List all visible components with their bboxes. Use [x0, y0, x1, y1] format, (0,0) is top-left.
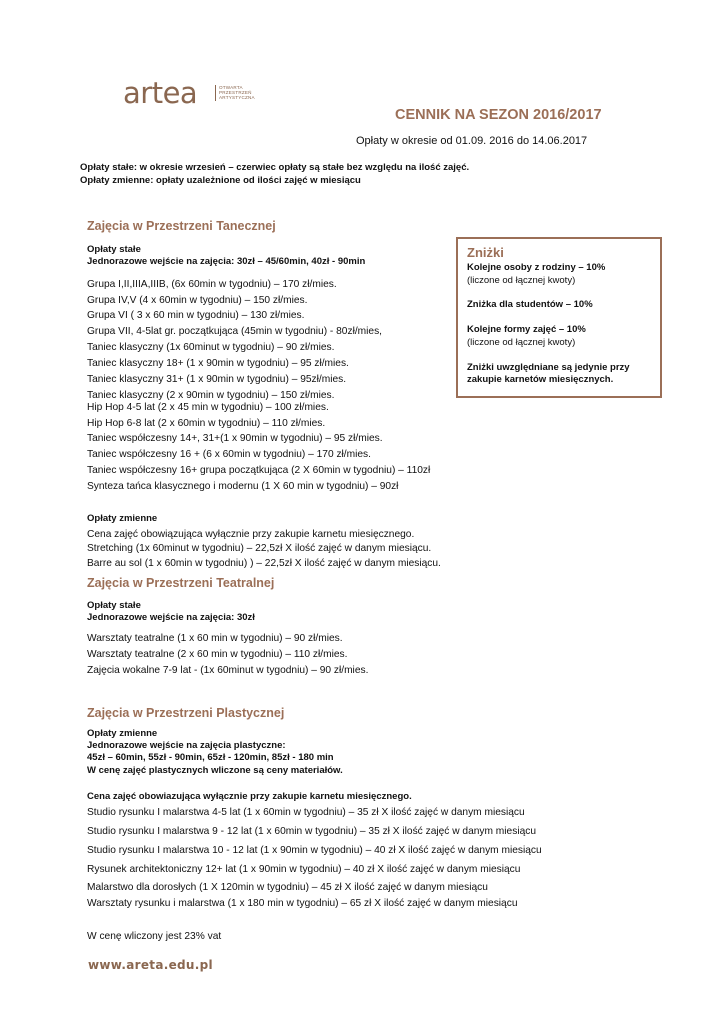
- discount-students: Zniżka dla studentów – 10%: [467, 299, 593, 310]
- list-item: Taniec klasyczny (1x 60minut w tygodniu) – 90 zł/mies.: [87, 342, 335, 353]
- list-item: Grupa I,II,IIIA,IIIB, (6x 60min w tygodniu) – 170 zł/mies.: [87, 279, 337, 290]
- theatre-single-entry: Jednorazowe wejście na zajęcia: 30zł: [87, 612, 255, 623]
- logo-tagline-line: OTWARTA: [219, 85, 243, 90]
- list-item: Studio rysunku I malarstwa 4-5 lat (1 x 60min w tygodniu) – 35 zł X ilość zajęć w danym miesiącu: [87, 807, 525, 818]
- section-title-art: Zajęcia w Przestrzeni Plastycznej: [87, 706, 285, 720]
- list-item: Taniec klasyczny 18+ (1 x 90min w tygodniu) – 95 zł/mies.: [87, 358, 349, 369]
- list-item: Taniec klasyczny 31+ (1 x 90min w tygodniu) – 95zł/mies.: [87, 374, 347, 385]
- logo-tagline: [215, 85, 255, 101]
- discount-family: Kolejne osoby z rodziny – 10%: [467, 262, 606, 273]
- discount-forms-note: (liczone od łącznej kwoty): [467, 337, 576, 348]
- art-prices: 45zł – 60min, 55zł - 90min, 65zł - 120min, 85zł - 180 min: [87, 752, 334, 763]
- list-item: Rysunek architektoniczny 12+ lat (1 x 90min w tygodniu) – 40 zł X ilość zajęć w danym miesiącu: [87, 864, 521, 875]
- list-item: Studio rysunku I malarstwa 10 - 12 lat (1 x 90min w tygodniu) – 40 zł X ilość zajęć w danym miesiącu: [87, 845, 542, 856]
- discount-note: Zniżki uwzględniane są jedynie przy: [467, 362, 630, 373]
- list-item: Hip Hop 4-5 lat (2 x 45 min w tygodniu) – 100 zł/mies.: [87, 402, 329, 413]
- dance-single-entry: Jednorazowe wejście na zajęcia: 30zł – 45/60min, 40zł - 90min: [87, 256, 366, 267]
- dance-fixed-heading: Opłaty stałe: [87, 244, 141, 255]
- art-materials: W cenę zajęć plastycznych wliczone są ceny materiałów.: [87, 765, 343, 776]
- vat-note: W cenę wliczony jest 23% vat: [87, 931, 222, 942]
- note-variable-fees: Opłaty zmienne: opłaty uzależnione od ilości zajęć w miesiącu: [80, 175, 361, 186]
- list-item: Taniec współczesny 14+, 31+(1 x 90min w tygodniu) – 95 zł/mies.: [87, 433, 383, 444]
- list-item: Warsztaty teatralne (1 x 60 min w tygodniu) – 90 zł/mies.: [87, 633, 343, 644]
- list-item: Taniec współczesny 16 + (6 x 60min w tygodniu) – 170 zł/mies.: [87, 449, 371, 460]
- list-item: Taniec współczesny 16+ grupa początkująca (2 X 60min w tygodniu) – 110zł: [87, 465, 431, 476]
- note-fixed-fees: Opłaty stałe: w okresie wrzesień – czerwiec opłaty są stałe bez względu na ilość zajęć.: [80, 162, 470, 173]
- list-item: Barre au sol (1 x 60min w tygodniu) ) – 22,5zł X ilość zajęć w danym miesiącu.: [87, 558, 441, 569]
- logo-tagline-line: PRZESTRZEŃ: [219, 90, 252, 96]
- list-item: Warsztaty teatralne (2 x 60 min w tygodniu) – 110 zł/mies.: [87, 649, 348, 660]
- discount-forms: Kolejne formy zajęć – 10%: [467, 324, 586, 335]
- theatre-fixed-heading: Opłaty stałe: [87, 600, 141, 611]
- list-item: Stretching (1x 60minut w tygodniu) – 22,5zł X ilość zajęć w danym miesiącu.: [87, 543, 432, 554]
- section-title-theatre: Zajęcia w Przestrzeni Teatralnej: [87, 576, 275, 590]
- discount-note: zakupie karnetów miesięcznych.: [467, 374, 614, 385]
- logo-wordmark: artea: [123, 76, 198, 110]
- list-item: Malarstwo dla dorosłych (1 X 120min w tygodniu) – 45 zł X ilość zajęć w danym miesiącu: [87, 882, 488, 893]
- dance-variable-heading: Opłaty zmienne: [87, 513, 158, 524]
- list-item: Hip Hop 6-8 lat (2 x 60min w tygodniu) – 110 zł/mies.: [87, 418, 326, 429]
- art-monthly-note: Cena zajęć obowiazująca wyłącznie przy zakupie karnetu miesięcznego.: [87, 791, 412, 802]
- list-item: Synteza tańca klasycznego i modernu (1 X 60 min w tygodniu) – 90zł: [87, 481, 399, 492]
- list-item: Grupa VII, 4-5lat gr. początkująca (45min w tygodniu) - 80zł/mies,: [87, 326, 383, 337]
- list-item: Grupa VI ( 3 x 60 min w tygodniu) – 130 zł/mies.: [87, 310, 305, 321]
- discounts-box: [456, 237, 662, 398]
- list-item: Zajęcia wokalne 7-9 lat - (1x 60minut w tygodniu) – 90 zł/mies.: [87, 665, 369, 676]
- list-item: Cena zajęć obowiązująca wyłącznie przy zakupie karnetu miesięcznego.: [87, 529, 415, 540]
- list-item: Warsztaty rysunku i malarstwa (1 x 180 min w tygodniu) – 65 zł X ilość zajęć w danym miesiącu: [87, 898, 518, 909]
- footer-url[interactable]: www.areta.edu.pl: [88, 958, 213, 972]
- page-title: CENNIK NA SEZON 2016/2017: [395, 107, 602, 123]
- art-variable-heading: Opłaty zmienne: [87, 728, 158, 739]
- section-title-dance: Zajęcia w Przestrzeni Tanecznej: [87, 219, 276, 233]
- list-item: Taniec klasyczny (2 x 90min w tygodniu) – 150 zł/mies.: [87, 390, 335, 401]
- list-item: Grupa IV,V (4 x 60min w tygodniu) – 150 zł/mies.: [87, 295, 308, 306]
- logo-tagline-line: ARTYSTYCZNA: [219, 95, 255, 101]
- art-single-entry: Jednorazowe wejście na zajęcia plastyczne:: [87, 740, 286, 751]
- period-text: Opłaty w okresie od 01.09. 2016 do 14.06.2017: [356, 135, 588, 147]
- discount-family-note: (liczone od łącznej kwoty): [467, 275, 576, 286]
- discounts-title: Zniżki: [467, 245, 504, 260]
- list-item: Studio rysunku I malarstwa 9 - 12 lat (1 x 60min w tygodniu) – 35 zł X ilość zajęć w danym miesiącu: [87, 826, 537, 837]
